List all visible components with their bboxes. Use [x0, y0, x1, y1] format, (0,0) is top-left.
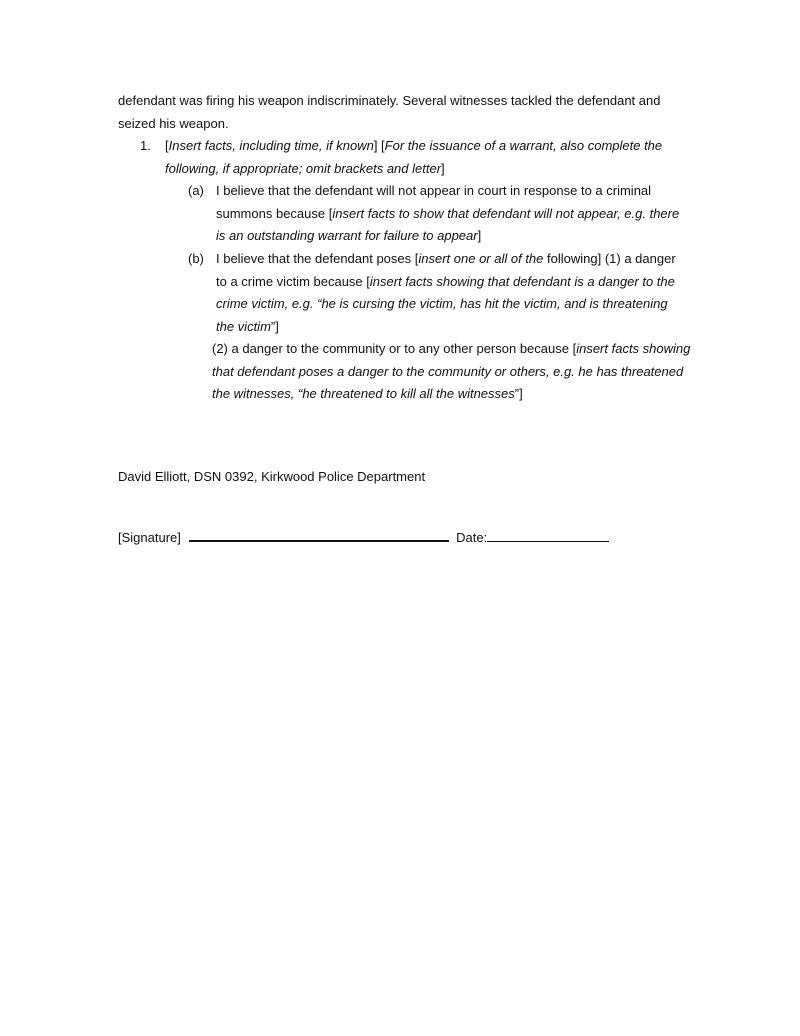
bracket-open: [ — [165, 138, 169, 153]
intro-paragraph — [118, 90, 698, 135]
list-item-number: 1. — [140, 138, 151, 153]
bracket-separator: ] [ — [373, 138, 385, 153]
placeholder-insert-one-or-all: insert one or all of the — [418, 251, 544, 266]
sub-b-text: I believe that the defendant poses [ — [216, 251, 419, 266]
signature-line[interactable] — [189, 526, 449, 542]
sub-b2-text: (2) a danger to the community or to any other person because [ — [212, 341, 577, 356]
placeholder-insert-facts: Insert facts, including time, if known — [168, 138, 374, 153]
bracket-close: ] — [441, 160, 445, 176]
list-item-body — [165, 135, 698, 180]
placeholder-victim-danger-facts: insert facts showing that defendant is a danger to the crime victim, e.g. “he is cursing the victim, has hit the victim, and is threatening the victim — [216, 273, 675, 335]
placeholder-community-danger-facts: insert facts showing that defendant poses a danger to the community or others, e.g. he has threatened the witnesses, “he threatened to kill all the witnesses — [212, 341, 691, 402]
sub-item-body — [212, 338, 702, 406]
officer-text: David Elliott, DSN 0392, Kirkwood Police Department — [118, 469, 426, 484]
bracket-close: ”] — [270, 319, 279, 335]
sub-item-b — [188, 248, 688, 339]
sub-b-text-2: following] (1) a danger to a crime victim because [ — [216, 251, 676, 289]
placeholder-not-appear-facts: insert facts to show that defendant will not appear, e.g. there is an outstanding warrant for failure to appear — [216, 205, 680, 244]
date-line[interactable] — [487, 527, 609, 542]
sub-item-b-part-2 — [212, 338, 702, 406]
intro-text: defendant was firing his weapon indiscriminately. Several witnesses tackled the defendant and seized his weapon. — [118, 93, 661, 131]
sub-a-text: I believe that the defendant will not appear in court in response to a criminal summons because [ — [216, 183, 652, 221]
sub-item-label: (a) — [188, 183, 204, 198]
bracket-close: ] — [477, 228, 482, 244]
signature-label: [Signature] — [118, 530, 181, 545]
date-label: Date: — [456, 530, 488, 545]
signature-row — [118, 526, 609, 550]
officer-line — [118, 466, 425, 489]
placeholder-warrant-instructions: For the issuance of a warrant, also complete the following, if appropriate; omit brackets and letter — [165, 138, 663, 176]
sub-item-body — [216, 180, 688, 248]
sub-item-body — [216, 248, 688, 339]
list-item-1 — [118, 135, 698, 180]
sub-item-a — [188, 180, 688, 248]
bracket-close: ”] — [514, 386, 523, 402]
sub-item-label: (b) — [188, 251, 204, 266]
